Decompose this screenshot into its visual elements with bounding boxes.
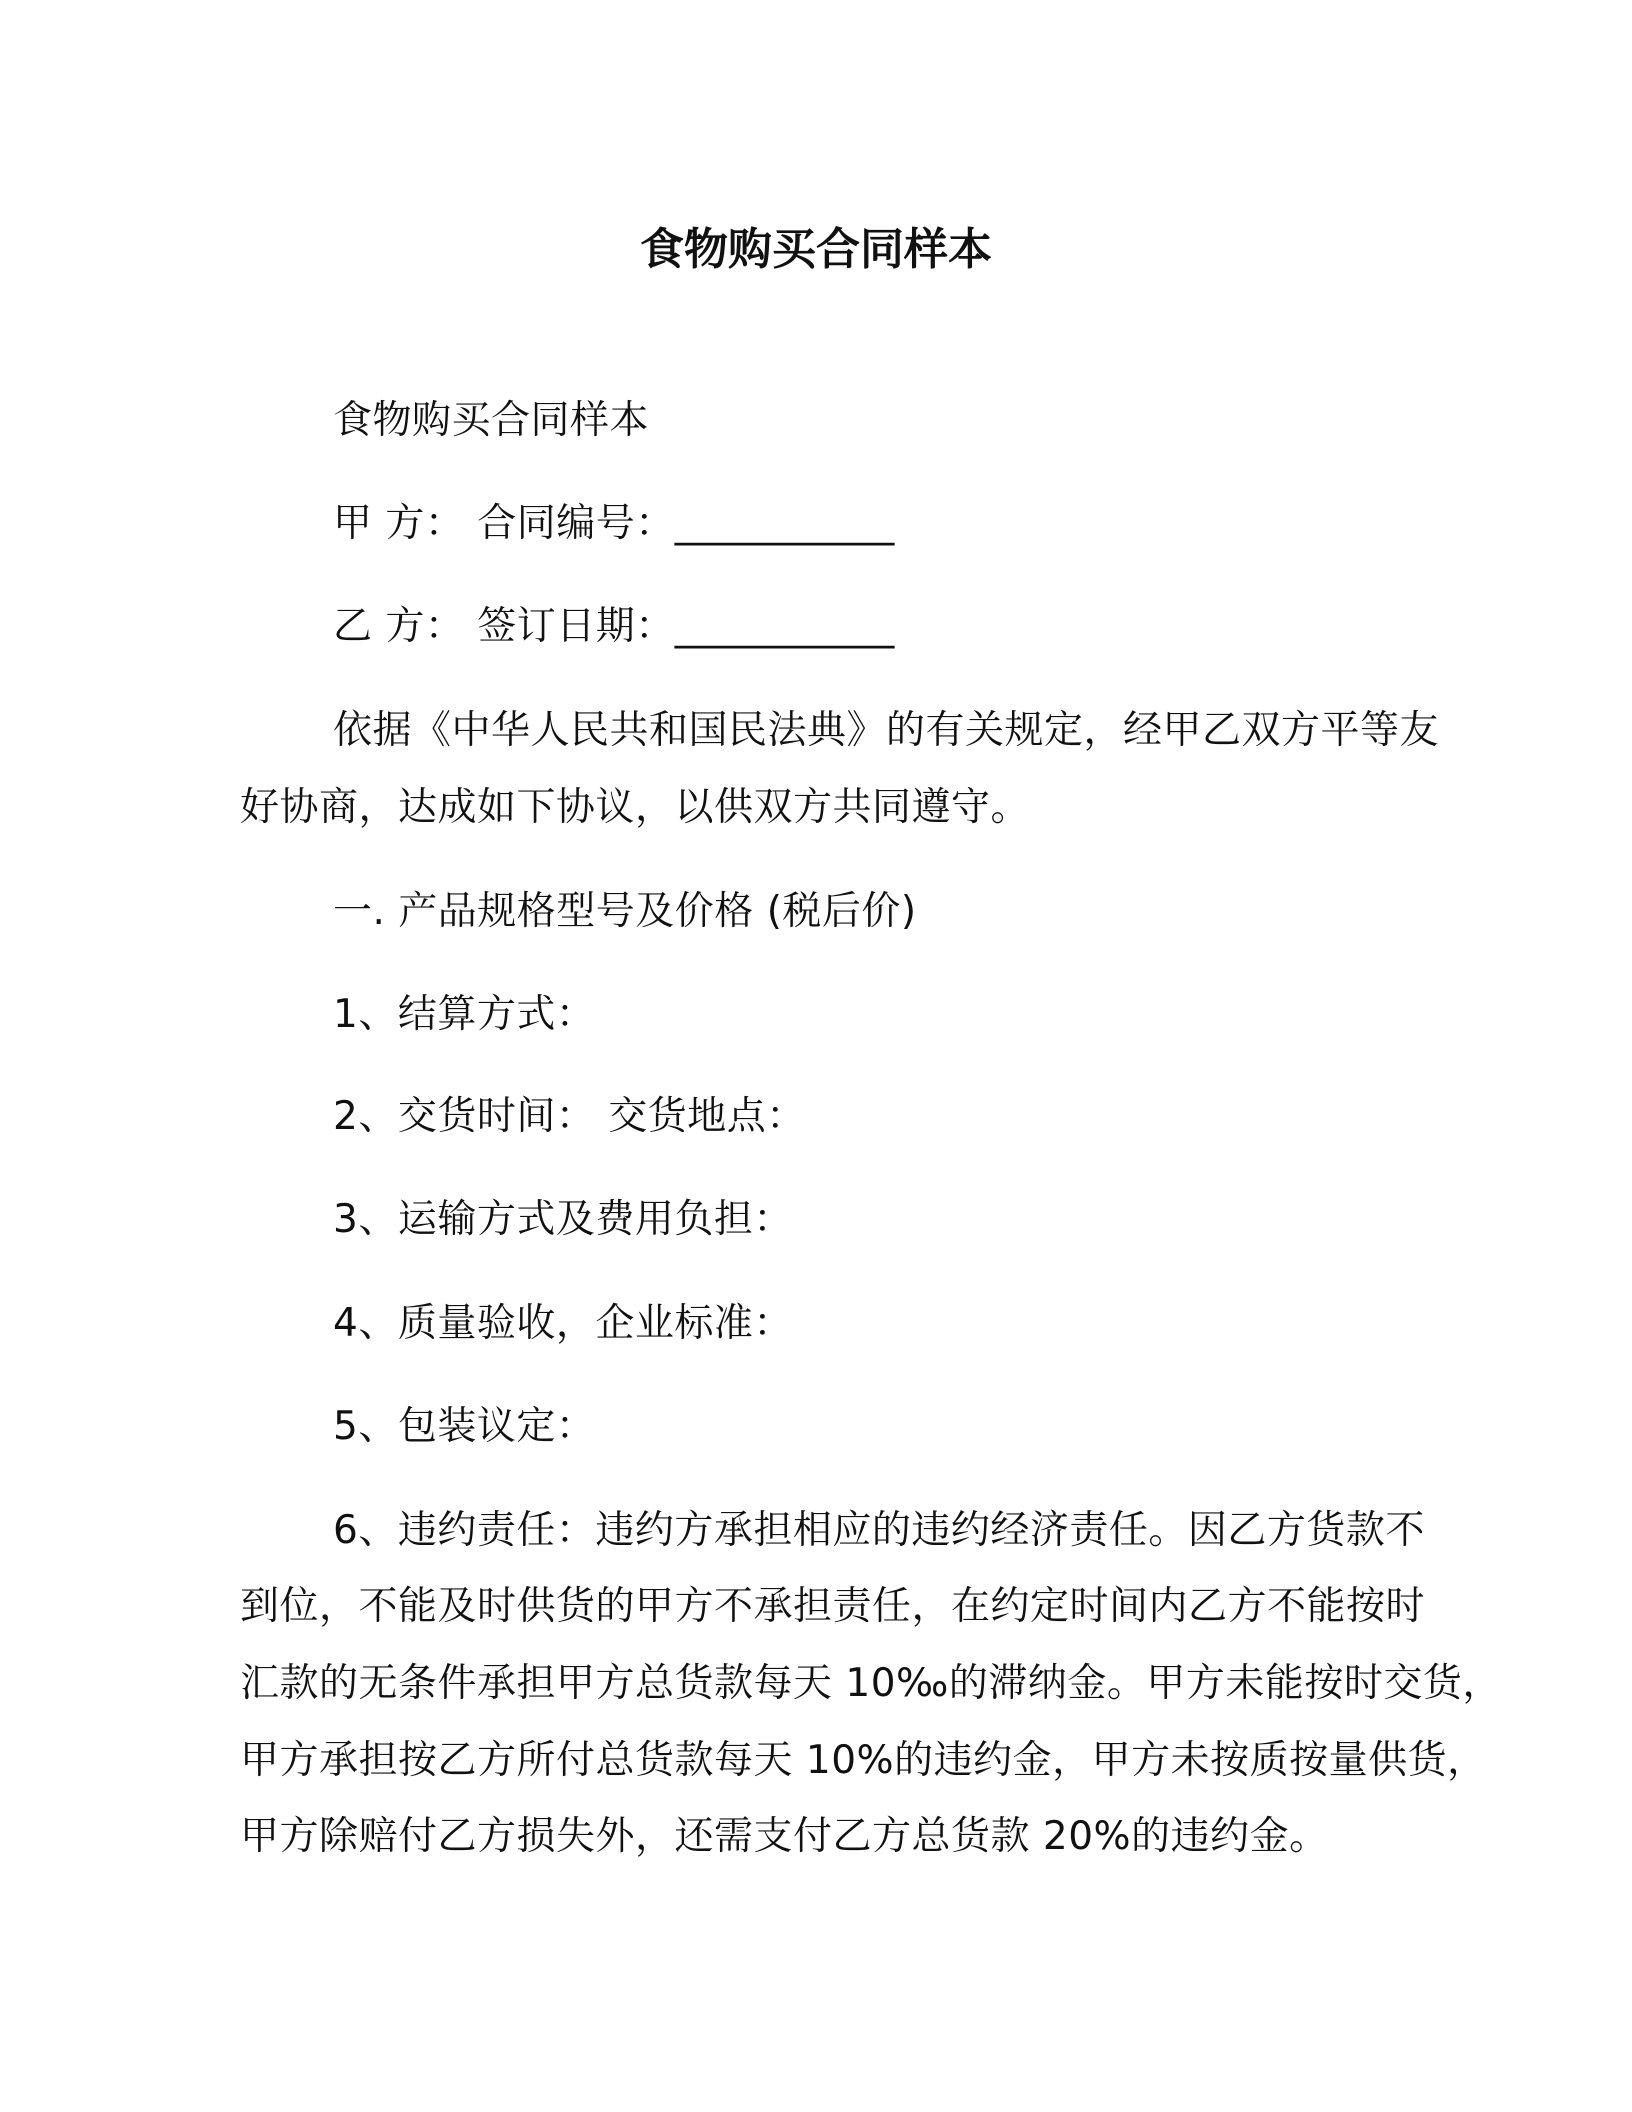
document-line: 乙 方： 签订日期：___________ — [333, 604, 895, 649]
document-title: 食物购买合同样本 — [640, 224, 992, 275]
document-line: 甲 方： 合同编号：___________ — [333, 501, 895, 546]
document-line: 5、包装议定： — [333, 1404, 596, 1449]
document-line: 一. 产品规格型号及价格 (税后价) — [333, 889, 917, 934]
document-line: 到位，不能及时供货的甲方不承担责任，在约定时间内乙方不能按时 — [240, 1584, 1426, 1629]
document-line: 汇款的无条件承担甲方总货款每天 10‰的滞纳金。甲方未能按时交货， — [240, 1661, 1502, 1706]
document-line: 甲方承担按乙方所付总货款每天 10%的违约金，甲方未按质按量供货， — [240, 1738, 1487, 1783]
document-line: 6、违约责任：违约方承担相应的违约经济责任。因乙方货款不 — [333, 1508, 1425, 1553]
document-line: 2、交货时间： 交货地点： — [333, 1094, 806, 1139]
document-line: 3、运输方式及费用负担： — [333, 1197, 793, 1242]
document-line: 4、质量验收，企业标准： — [333, 1301, 793, 1346]
document-line: 甲方除赔付乙方损失外，还需支付乙方总货款 20%的违约金。 — [240, 1814, 1329, 1859]
document-line: 食物购买合同样本 — [333, 398, 650, 443]
document-line: 依据《中华人民共和国民法典》的有关规定，经甲乙双方平等友 — [333, 708, 1440, 753]
document-line: 好协商，达成如下协议，以供双方共同遵守。 — [240, 785, 1031, 830]
document-line: 1、结算方式： — [333, 992, 596, 1037]
